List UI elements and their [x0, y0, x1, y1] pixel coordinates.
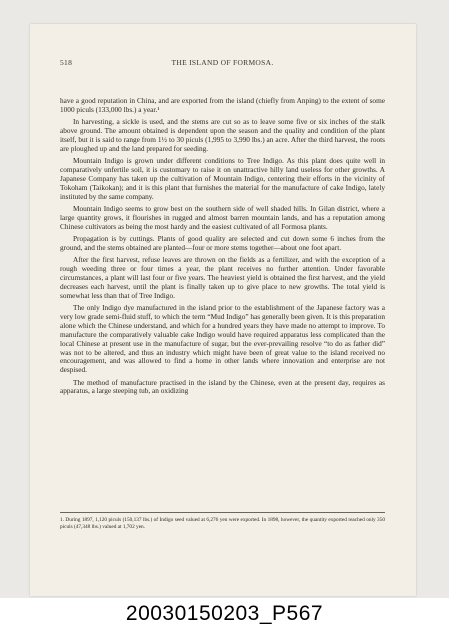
paragraph: Propagation is by cuttings. Plants of good quality are selected and cut down some 6 inches from the ground, and the stems obtained are planted—four or more stems together—about one foot apart.: [60, 234, 385, 253]
paragraph: Mountain Indigo seems to grow best on the southern side of well shaded hills. In Gilan district, where a large quantity grows, it flourishes in rugged and almost barren mountain lands, and has a reputation among Chinese cultivators as being the most hardy and the easiest cultivated of all Formosa plants.: [60, 204, 385, 231]
paragraph: have a good reputation in China, and are exported from the island (chiefly from Anping) to the extent of some 1000 piculs (133,000 lbs.) a year.¹: [60, 96, 385, 114]
footnote: 1. During 1897, 1,120 piculs (150,137 lbs.) of Indigo seed valued at 6,276 yen were exported. In 1898, however, the quantity exported reached only 350 piculs (47,348 lbs.) valued at 1,702 yen.: [60, 517, 385, 531]
running-title: THE ISLAND OF FORMOSA.: [171, 58, 274, 67]
paragraph: The method of manufacture practised in the island by the Chinese, even at the present day, requires as apparatus, a large steeping tub, an oxidizing: [60, 377, 385, 396]
footnote-divider: [60, 512, 385, 513]
paragraph: After the first harvest, refuse leaves are thrown on the fields as a fertilizer, and with the exception of a rough weeding three or four times a year, the plant receives no further attention. Under favorable circumstances, a plant will last four or five years. The heaviest yield is obtained the first harvest, and the yield decreases each harvest, until the plant is finally taken up to give place to new growths. The total yield is somewhat less than that of Tree Indigo.: [60, 255, 385, 300]
image-caption: 20030150203_P567: [125, 602, 324, 625]
paragraph: Mountain Indigo is grown under different conditions to Tree Indigo. As this plant does quite well in comparatively unfertile soil, it is customary to raise it on unattractive hilly land useless for other growths. A Japanese Company has taken up the cultivation of Mountain Indigo, centering their efforts in the vicinity of Tokoham (Taikokan); and it is this plant that furnishes the material for the manufacture of cake Indigo, lately instituted by the same company.: [60, 156, 385, 201]
page-body: [60, 97, 385, 400]
paragraph: In harvesting, a sickle is used, and the stems are cut so as to leave some five or six inches of the stalk above ground. The amount obtained is dependent upon the season and the quality and condition of the plant itself, but it is said to range from 1½ to 30 piculs (1,995 to 3,990 lbs.) an acre. After the third harvest, the roots are ploughed up and the land prepared for seeding.: [60, 117, 385, 153]
page-header: [60, 58, 385, 70]
paragraph: The only Indigo dye manufactured in the island prior to the establishment of the Japanese factory was a very low grade semi-fluid stuff, to which the term “Mud Indigo” has generally been given. It is this preparation alone which the Chinese understand, and which for a hundred years they have made no attempt to improve. To manufacture the comparatively valuable cake Indigo would have required apparatus less complicated than the local Chinese at present use in the manufacture of sugar, but the ever-prevailing resolve “to do as father did” was not to be altered, and thus an industry which might have been of great value to the island received no encouragement, and was allowed to find a home in other lands where innovation and enterprise are not despised.: [60, 303, 385, 375]
page-number: 518: [60, 58, 73, 67]
